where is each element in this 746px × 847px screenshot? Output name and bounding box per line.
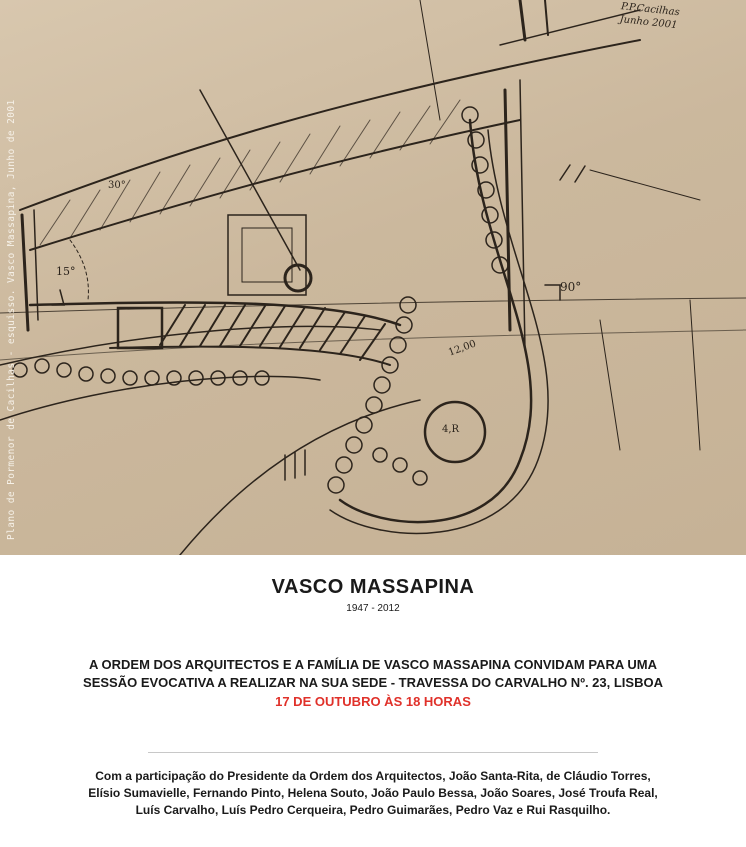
circle-label: 4,R (442, 424, 460, 435)
top-line-2 (420, 0, 440, 120)
building-block (228, 215, 306, 295)
horizon-line-2 (0, 330, 746, 360)
corner-mark (545, 285, 560, 300)
angle-label-90: 90° (560, 280, 582, 294)
arrow-stroke (52, 290, 64, 305)
arc-lower (0, 376, 320, 420)
vertical-caption: Plano de Pormenor de Cacilhas - esquisso. Vasco Massapina, Junho de 2001 (6, 99, 17, 540)
slash-marks (560, 165, 585, 182)
participants-line-3: Luís Carvalho, Luís Pedro Cerqueira, Pedro Guimarães, Pedro Vaz e Rui Rasquilho. (135, 803, 611, 817)
big-curve (340, 120, 531, 522)
participants-line-2: Elísio Sumavielle, Fernando Pinto, Helena Souto, João Paulo Bessa, João Soares, José Troufa Real, (88, 786, 658, 800)
right-vertical-3 (520, 0, 525, 40)
right-vertical-2 (520, 80, 525, 350)
invitation-text (0, 656, 746, 692)
participants-text (0, 768, 746, 819)
invitation-line-2: SESSÃO EVOCATIVA A REALIZAR NA SUA SEDE - TRAVESSA DO CARVALHO Nº. 23, LISBOA (83, 675, 663, 690)
participants-line-1: Com a participação do Presidente da Ordem dos Arquitectos, João Santa-Rita, de Cláudio Torres, (95, 769, 651, 783)
scale-label: 12,00 (446, 338, 478, 359)
diagonal-line (200, 90, 300, 270)
angle-label-15: 15° (56, 265, 76, 278)
signature-line-1: P.P.Cacilhas (620, 1, 681, 19)
arc-bottom (180, 400, 420, 555)
angle-label-30: 30° (108, 180, 126, 191)
life-dates: 1947 - 2012 (346, 603, 400, 614)
person-name: VASCO MASSAPINA (271, 576, 475, 598)
upper-band-hatch (40, 100, 460, 245)
divider (148, 752, 598, 753)
event-datetime: 17 DE OUTUBRO ÀS 18 HORAS (275, 694, 471, 709)
invitation-line-1: A ORDEM DOS ARQUITECTOS E A FAMÍLIA DE VASCO MASSAPINA CONVIDAM PARA UMA (89, 657, 657, 672)
side-lines (590, 170, 700, 450)
upper-band-bottom (30, 120, 520, 250)
tower-circle (285, 265, 311, 291)
tick-marks (285, 450, 305, 480)
horizon-line (0, 298, 746, 313)
right-vertical-4 (545, 0, 548, 35)
tree-loops-vertical (328, 107, 508, 493)
signature-line-2: Junho 2001 (619, 14, 678, 32)
left-vertical-2 (34, 210, 38, 320)
